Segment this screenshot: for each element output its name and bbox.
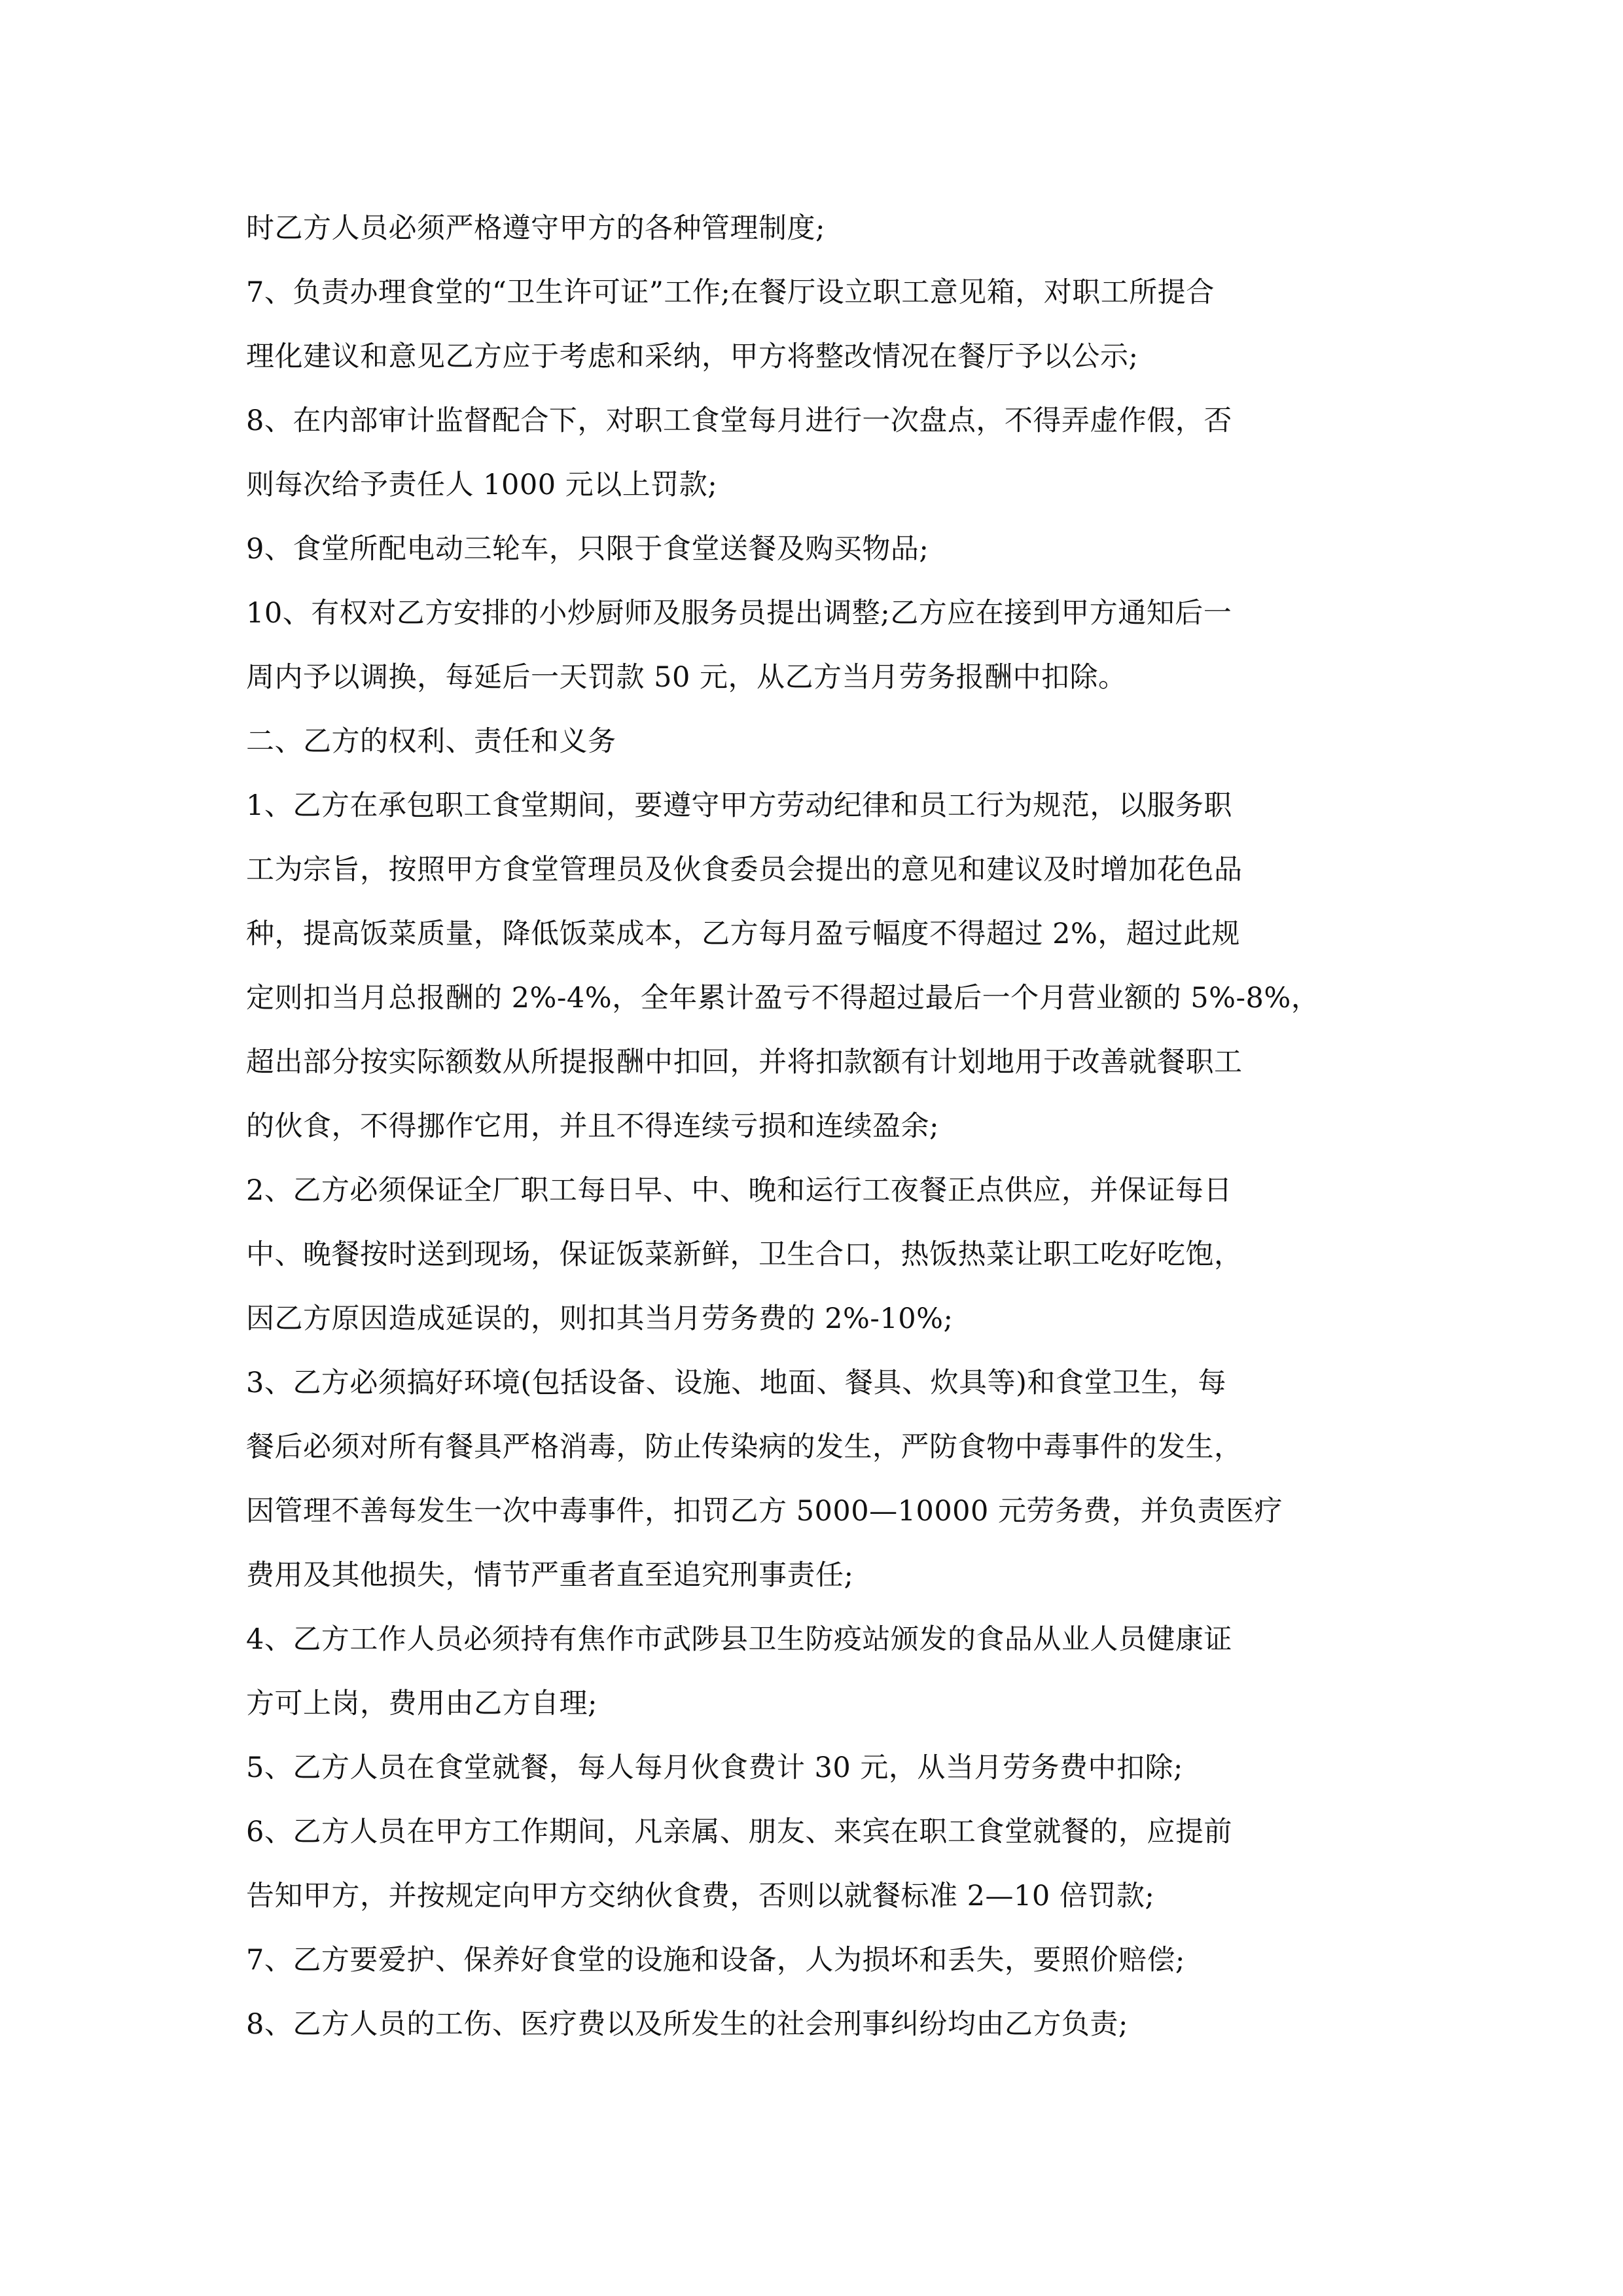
text-line: 因乙方原因造成延误的，则扣其当月劳务费的 2%-10%; (246, 1302, 954, 1335)
text-line: 1、乙方在承包职工食堂期间，要遵守甲方劳动纪律和员工行为规范，以服务职 (246, 789, 1232, 822)
text-line: 6、乙方人员在甲方工作期间，凡亲属、朋友、来宾在职工食堂就餐的，应提前 (246, 1816, 1232, 1848)
text-line: 8、在内部审计监督配合下，对职工食堂每月进行一次盘点，不得弄虚作假，否 (246, 404, 1232, 437)
text-line: 种，提高饭菜质量，降低饭菜成本，乙方每月盈亏幅度不得超过 2%，超过此规 (246, 918, 1240, 950)
text-line: 7、乙方要爱护、保养好食堂的设施和设备，人为损坏和丢失，要照价赔偿; (246, 1944, 1185, 1977)
text-line: 方可上岗，费用由乙方自理; (246, 1687, 597, 1720)
text-line: 5、乙方人员在食堂就餐，每人每月伙食费计 30 元，从当月劳务费中扣除; (246, 1751, 1183, 1784)
text-line: 周内予以调换，每延后一天罚款 50 元，从乙方当月劳务报酬中扣除。 (246, 661, 1127, 694)
text-line: 9、食堂所配电动三轮车，只限于食堂送餐及购买物品; (246, 533, 929, 565)
text-line: 定则扣当月总报酬的 2%-4%，全年累计盈亏不得超过最后一个月营业额的 5%-8%， (246, 982, 1320, 1014)
text-line: 2、乙方必须保证全厂职工每日早、中、晚和运行工夜餐正点供应，并保证每日 (246, 1174, 1232, 1207)
text-line: 7、负责办理食堂的“卫生许可证”工作;在餐厅设立职工意见箱，对职工所提合 (246, 276, 1215, 309)
document-body (246, 196, 1378, 2056)
text-line: 餐后必须对所有餐具严格消毒，防止传染病的发生，严防食物中毒事件的发生， (246, 1431, 1243, 1463)
text-line: 则每次给予责任人 1000 元以上罚款; (246, 469, 718, 501)
text-line: 告知甲方，并按规定向甲方交纳伙食费，否则以就餐标准 2—10 倍罚款; (246, 1880, 1155, 1912)
text-line: 超出部分按实际额数从所提报酬中扣回，并将扣款额有计划地用于改善就餐职工 (246, 1046, 1243, 1079)
text-line: 中、晚餐按时送到现场，保证饭菜新鲜，卫生合口，热饭热菜让职工吃好吃饱， (246, 1238, 1243, 1271)
text-line: 4、乙方工作人员必须持有焦作市武陟县卫生防疫站颁发的食品从业人员健康证 (246, 1623, 1232, 1656)
text-line: 10、有权对乙方安排的小炒厨师及服务员提出调整;乙方应在接到甲方通知后一 (246, 597, 1232, 630)
section-heading: 二、乙方的权利、责任和义务 (246, 725, 616, 758)
text-line: 费用及其他损失，情节严重者直至追究刑事责任; (246, 1559, 854, 1592)
text-line: 工为宗旨，按照甲方食堂管理员及伙食委员会提出的意见和建议及时增加花色品 (246, 853, 1243, 886)
text-line: 理化建议和意见乙方应于考虑和采纳，甲方将整改情况在餐厅予以公示; (246, 340, 1139, 373)
text-line: 时乙方人员必须严格遵守甲方的各种管理制度; (246, 212, 825, 245)
text-line: 因管理不善每发生一次中毒事件，扣罚乙方 5000—10000 元劳务费，并负责医疗 (246, 1495, 1283, 1528)
text-line: 的伙食，不得挪作它用，并且不得连续亏损和连续盈余; (246, 1110, 939, 1143)
text-line: 8、乙方人员的工伤、医疗费以及所发生的社会刑事纠纷均由乙方负责; (246, 2008, 1128, 2041)
text-line: 3、乙方必须搞好环境(包括设备、设施、地面、餐具、炊具等)和食堂卫生，每 (246, 1367, 1226, 1399)
